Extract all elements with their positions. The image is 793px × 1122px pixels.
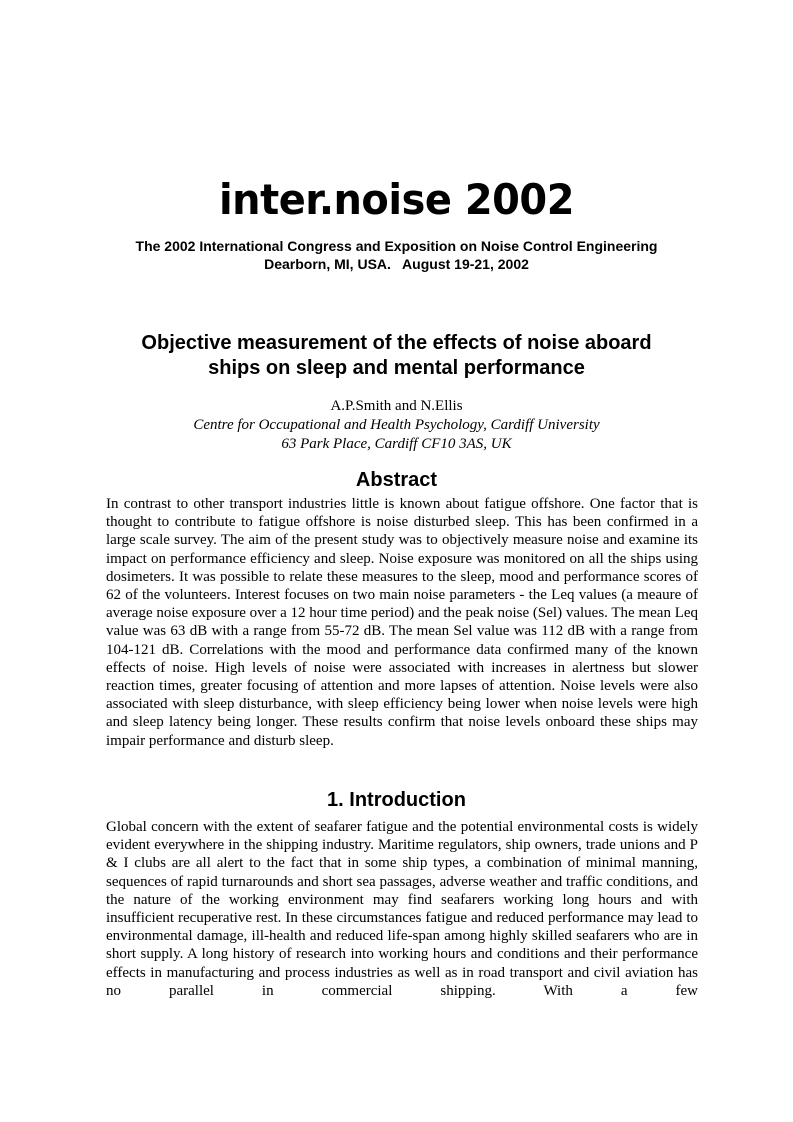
introduction-paragraph: Global concern with the extent of seafarer fatigue and the potential environmental costs is widely evident everywhere in the shipping industry. Maritime regulators, ship owners, trade unions and P & I clubs are all alert to the fact that in some ship types, a combination of minimal manning, sequences of rapid turnarounds and short sea passages, adverse weather and traffic conditions, and the nature of the working environment may find seafarers working long hours and with insufficient recuperative rest. In these circumstances fatigue and reduced performance may lead to environmental damage, ill-health and reduced life-span among highly skilled seafarers who are in short supply. A long history of research into working hours and conditions and their performance effects in manufacturing and process industries as well as in road transport and civil aviation has no parallel in commercial shipping. With a few bbox=[106, 819, 698, 999]
introduction-heading: 1. Introduction bbox=[327, 789, 466, 811]
paper-title bbox=[80, 331, 713, 381]
abstract-heading: Abstract bbox=[355, 469, 438, 491]
conference-info bbox=[0, 237, 793, 273]
affiliation-line-1: Centre for Occupational and Health Psychology, Cardiff University bbox=[193, 417, 600, 433]
author-list: A.P.Smith and N.Ellis bbox=[330, 398, 463, 414]
author-affiliation bbox=[0, 416, 793, 454]
paper-title-line-1: Objective measurement of the effects of noise aboard bbox=[141, 332, 652, 354]
paper-title-line-2: ships on sleep and mental performance bbox=[208, 357, 585, 379]
conference-logo: inter.noise 2002 bbox=[218, 175, 575, 224]
congress-line: The 2002 International Congress and Exposition on Noise Control Engineering bbox=[135, 238, 658, 254]
abstract-paragraph: In contrast to other transport industries little is known about fatigue offshore. One factor that is thought to contribute to fatigue offshore is noise disturbed sleep. This has been confirmed in a large scale survey. The aim of the present study was to objectively measure noise and examine its impact on performance efficiency and sleep. Noise exposure was monitored on all the ships using dosimeters. It was possible to relate these measures to the sleep, mood and performance scores of 62 of the volunteers. Interest focuses on two main noise parameters - the Leq values (a meaure of average noise exposure over a 12 hour time period) and the peak noise (Sel) values. The mean Leq value was 63 dB with a range from 55-72 dB. The mean Sel value was 112 dB with a range from 104-121 dB. Correlations with the mood and performance data confirmed many of the known effects of noise. High levels of noise were associated with increases in alertness but slower reaction times, greater focusing of attention and more lapses of attention. Noise levels were also associated with sleep disturbance, with sleep efficiency being lower when noise levels were high and sleep latency being longer. These results confirm that noise levels onboard these ships may impair performance and disturb sleep. bbox=[106, 496, 699, 749]
location-line: Dearborn, MI, USA. August 19-21, 2002 bbox=[264, 256, 529, 272]
affiliation-line-2: 63 Park Place, Cardiff CF10 3AS, UK bbox=[281, 436, 512, 452]
